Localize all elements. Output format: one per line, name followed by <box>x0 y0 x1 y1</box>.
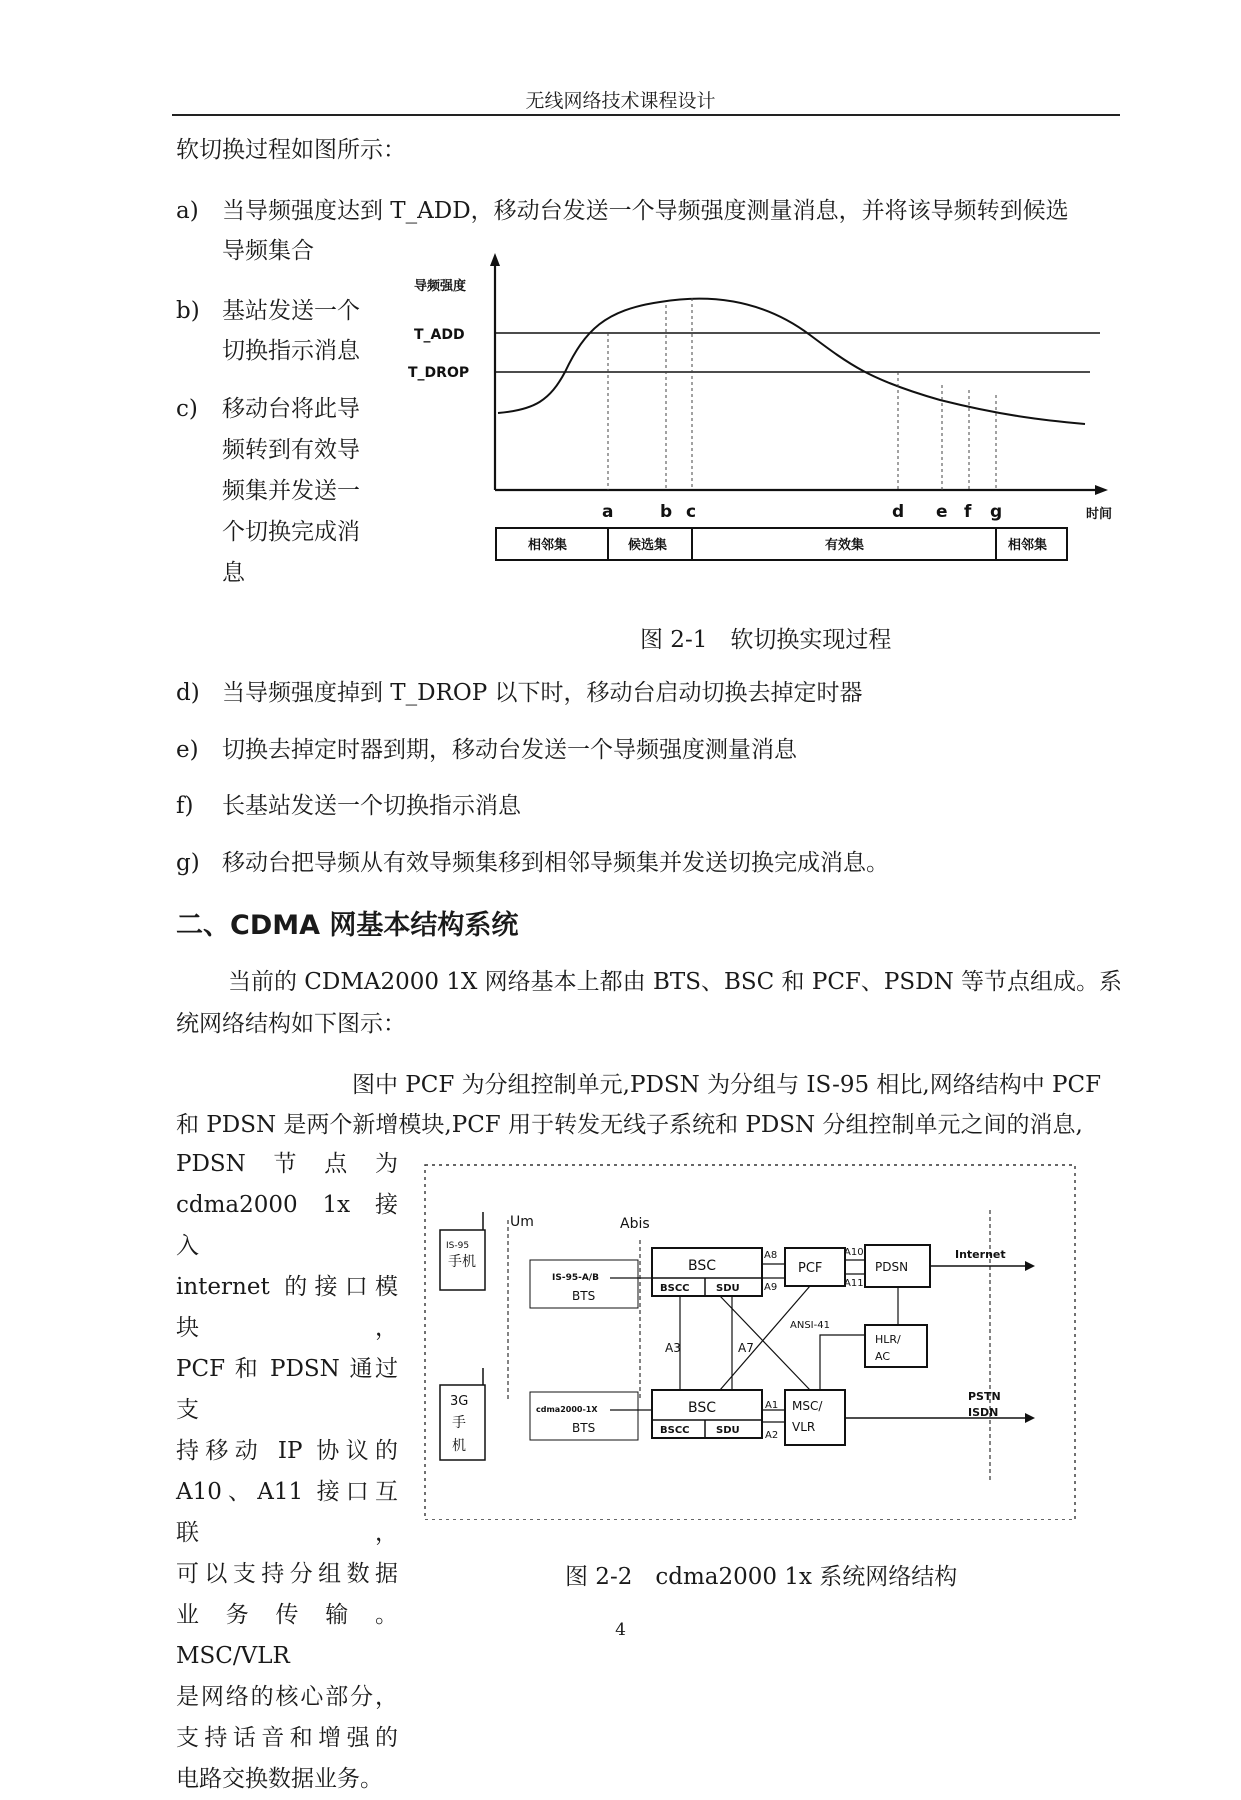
narrow-paragraph <box>176 1144 398 1800</box>
figure-soft-handoff <box>400 250 1120 575</box>
narrow-line: 可以支持分组数据 <box>176 1561 398 1587</box>
bscc-bottom-label: BSCC <box>660 1425 690 1436</box>
step-c-line3: 频集并发送一 <box>222 478 360 504</box>
is95-phone-label: IS-95 <box>446 1241 470 1251</box>
intro-text: 软切换过程如图所示： <box>176 137 406 163</box>
running-header: 无线网络技术课程设计 <box>525 90 716 112</box>
a2-label: A2 <box>765 1430 779 1441</box>
figure1-caption: 图 2-1 软切换实现过程 <box>640 627 892 653</box>
3g-phone-label: 手 <box>452 1415 466 1431</box>
y-axis-label: 导频强度 <box>414 279 467 294</box>
marker-g: g <box>990 502 1003 522</box>
t-drop-label: T_DROP <box>408 365 470 381</box>
step-b-line1: 基站发送一个 <box>222 298 360 324</box>
figure-network-structure <box>420 1160 1080 1520</box>
a10-label: A10 <box>844 1247 864 1258</box>
hlr-label: HLR/ <box>875 1333 901 1346</box>
a9-label: A9 <box>764 1282 778 1293</box>
vlr-label: VLR <box>792 1420 816 1434</box>
pcf-label: PCF <box>798 1261 823 1276</box>
a3-label: A3 <box>665 1341 681 1355</box>
step-c-line4: 个切换完成消 <box>222 519 360 545</box>
pilot-strength-curve <box>498 299 1085 424</box>
a1-label: A1 <box>765 1400 779 1411</box>
step-g-text: 移动台把导频从有效导频集移到相邻导频集并发送切换完成消息。 <box>222 850 889 876</box>
section-heading: 二、CDMA 网基本结构系统 <box>176 910 519 941</box>
narrow-line: 是网络的核心部分， <box>176 1684 398 1710</box>
bsc-top-label: BSC <box>688 1258 717 1274</box>
sdu-bottom-label: SDU <box>716 1425 740 1436</box>
bts-is95-label: IS-95-A/B <box>552 1273 599 1283</box>
narrow-line: internet 的接口模块， <box>176 1274 398 1341</box>
step-c-line1: 移动台将此导 <box>222 396 360 422</box>
page-number: 4 <box>615 1620 626 1640</box>
step-a-line1: 当导频强度达到 T_ADD，移动台发送一个导频强度测量消息，并将该导频转到候选 <box>222 198 1069 224</box>
bts-cdma2000-label: cdma2000-1X <box>536 1405 598 1414</box>
isdn-label: ISDN <box>968 1406 999 1419</box>
is95-phone-label: 手机 <box>448 1254 476 1270</box>
a8-label: A8 <box>764 1250 778 1261</box>
pstn-label: PSTN <box>968 1390 1001 1403</box>
step-f-text: 长基站发送一个切换指示消息 <box>222 793 521 819</box>
marker-a: a <box>602 502 614 522</box>
narrow-line: 业务传输。MSC/VLR <box>176 1602 398 1669</box>
step-a-line2: 导频集合 <box>222 238 314 264</box>
bts-cdma2000-label: BTS <box>572 1421 596 1435</box>
narrow-line: A10、A11 接口互联， <box>176 1479 398 1546</box>
sdu-top-label: SDU <box>716 1283 740 1294</box>
section-para2-line1: 图中 PCF 为分组控制单元,PDSN 为分组与 IS-95 相比,网络结构中 PCF <box>352 1072 1102 1098</box>
section-para1-line2: 统网络结构如下图示： <box>176 1011 406 1037</box>
narrow-line: PDSN 节 点 为 <box>176 1151 398 1177</box>
step-c-line5: 息 <box>222 560 245 586</box>
x-axis-arrow <box>1095 485 1108 495</box>
header-rule <box>172 114 1120 116</box>
narrow-line: 持移动 IP 协议的 <box>176 1438 398 1464</box>
y-axis-arrow <box>490 253 500 266</box>
step-e-label: e) <box>176 737 199 763</box>
marker-e: e <box>936 502 948 522</box>
section-para1-line1: 当前的 CDMA2000 1X 网络基本上都由 BTS、BSC 和 PCF、PSDN 等节点组成。系 <box>228 969 1123 995</box>
set-candidate: 候选集 <box>628 538 668 553</box>
bscc-top-label: BSCC <box>660 1283 690 1294</box>
marker-c: c <box>686 502 697 522</box>
figure2-caption: 图 2-2 cdma2000 1x 系统网络结构 <box>565 1564 958 1590</box>
marker-b: b <box>660 502 673 522</box>
x-axis-label: 时间 <box>1086 507 1113 522</box>
step-d-label: d) <box>176 680 200 706</box>
narrow-line: cdma2000 1x 接 入 <box>176 1192 398 1259</box>
narrow-line: 电路交换数据业务。 <box>176 1766 383 1792</box>
set-neighbor-2: 相邻集 <box>1008 538 1048 553</box>
pdsn-label: PDSN <box>875 1260 909 1274</box>
msc-label: MSC/ <box>792 1399 823 1413</box>
a11-label: A11 <box>844 1278 864 1289</box>
section-para2-line2: 和 PDSN 是两个新增模块,PCF 用于转发无线子系统和 PDSN 分组控制单元之间的消息, <box>176 1112 1083 1138</box>
step-c-label: c) <box>176 396 198 422</box>
step-g-label: g) <box>176 850 200 876</box>
3g-phone-label: 3G <box>450 1394 469 1409</box>
um-label: Um <box>510 1214 534 1230</box>
step-c-line2: 频转到有效导 <box>222 437 360 463</box>
step-b-label: b) <box>176 298 200 324</box>
step-e-text: 切换去掉定时器到期，移动台发送一个导频强度测量消息 <box>222 737 797 763</box>
narrow-line: PCF 和 PDSN 通过支 <box>176 1356 398 1423</box>
ac-label: AC <box>875 1350 891 1363</box>
bts-is95-label: BTS <box>572 1289 596 1303</box>
step-d-text: 当导频强度掉到 T_DROP 以下时，移动台启动切换去掉定时器 <box>222 680 863 706</box>
step-a-label: a) <box>176 198 199 224</box>
narrow-line: 支持话音和增强的 <box>176 1725 398 1751</box>
bsc-bottom-label: BSC <box>688 1400 717 1416</box>
marker-guides <box>608 298 996 490</box>
set-neighbor-1: 相邻集 <box>528 538 568 553</box>
internet-label: Internet <box>955 1248 1006 1261</box>
t-add-label: T_ADD <box>414 327 465 343</box>
set-active: 有效集 <box>825 538 865 553</box>
abis-label: Abis <box>620 1216 650 1232</box>
set-bar <box>496 528 1067 560</box>
step-f-label: f) <box>176 793 194 819</box>
3g-phone-label: 机 <box>452 1438 466 1454</box>
marker-f: f <box>964 502 972 522</box>
marker-d: d <box>892 502 905 522</box>
ansi41-label: ANSI-41 <box>790 1320 830 1331</box>
a7-label: A7 <box>738 1341 754 1355</box>
step-b-line2: 切换指示消息 <box>222 338 360 364</box>
